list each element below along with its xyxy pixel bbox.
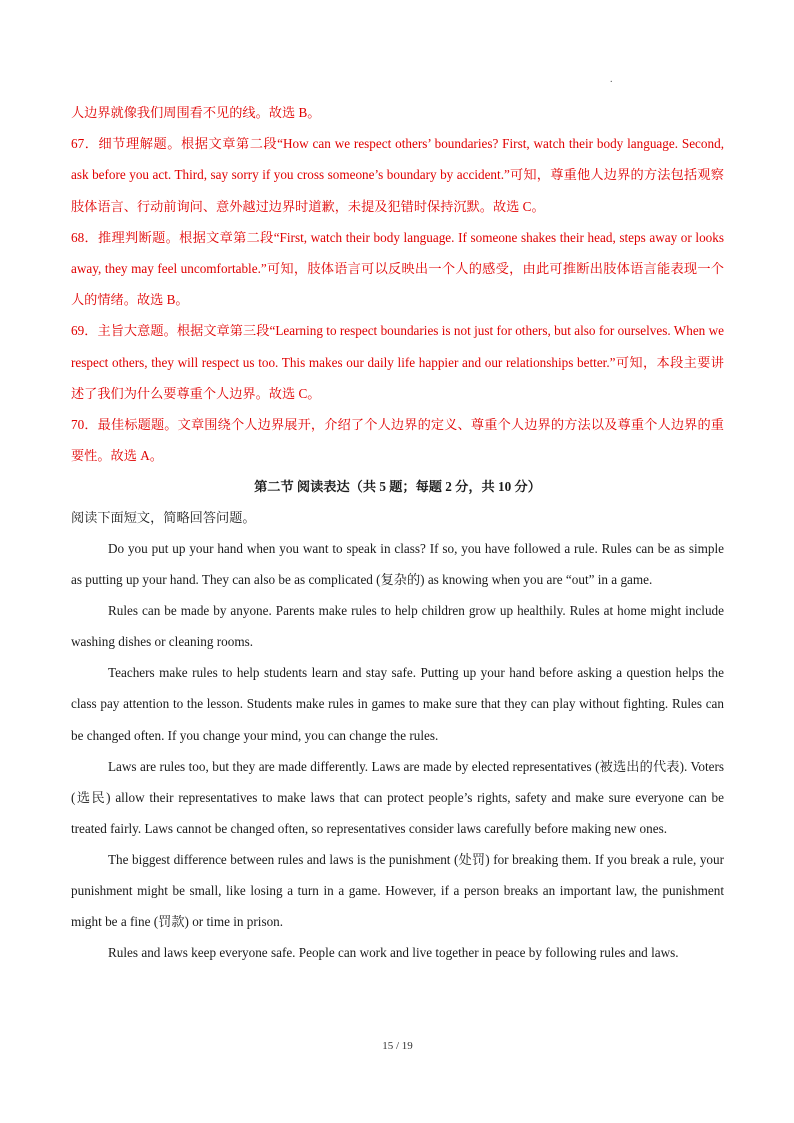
passage-paragraph: The biggest difference between rules and laws is the punishment (处罚) for breaking them. If you break a rule, your punishment might be small, like losing a turn in a game. However, if a person breaks an important law, the punishment might be a fine (罚款) or time in prison. <box>71 851 724 930</box>
answer-70: 70．最佳标题题。文章围绕个人边界展开，介绍了个人边界的定义、尊重个人边界的方法以及尊重个人边界的重要性。故选 A。 <box>71 417 724 464</box>
passage-paragraph: Rules and laws keep everyone safe. People can work and live together in peace by following rules and laws. <box>108 945 679 961</box>
answer-prev-tail: 人边界就像我们周围看不见的线。故选 B。 <box>71 105 321 120</box>
instruction: 阅读下面短文，简略回答问题。 <box>71 510 256 525</box>
section-title: 第二节 阅读表达（共 5 题；每题 2 分，共 10 分） <box>254 479 541 494</box>
reading-passage <box>71 533 724 968</box>
passage-paragraph: Laws are rules too, but they are made differently. Laws are made by elected representatives (被选出的代表). Voters (选民) allow their representatives to make laws that can protect people’s rights, safety and make sure everyone can be treated fairly. Laws cannot be changed often, so representatives consider laws carefully before making new ones. <box>71 758 724 836</box>
answer-67: 67．细节理解题。根据文章第二段“How can we respect others’ boundaries? First, watch their body language. Second, ask before you act. Third, say sorry if you cross someone’s boundary by accident.”可知，尊重他人边界的方法包括观察肢体语言、行动前询问、意外越过边界时道歉，未提及犯错时保持沉默。故选 C。 <box>71 136 724 214</box>
answer-69: 69．主旨大意题。根据文章第三段“Learning to respect boundaries is not just for others, but also for ourselves. When we respect others, they will respect us too. This makes our daily life happier and our relationships better.”可知，本段主要讲述了我们为什么要尊重个人边界。故选 C。 <box>71 323 724 401</box>
answer-68: 68．推理判断题。根据文章第二段“First, watch their body language. If someone shakes their head, steps away or looks away, they may feel uncomfortable.”可知，肢体语言可以反映出一个人的感受，由此可推断出肢体语言能表现一个人的情绪。故选 B。 <box>71 229 724 308</box>
page-number: 15 / 19 <box>382 1040 413 1052</box>
passage-paragraph: Do you put up your hand when you want to speak in class? If so, you have followed a rule. Rules can be as simple as putting up your hand. They can also be as complicated (复杂的) as knowing when you are “out” in a game. <box>71 541 724 588</box>
passage-paragraph: Rules can be made by anyone. Parents make rules to help children grow up healthily. Rules at home might include washing dishes or cleaning rooms. <box>71 603 724 650</box>
answer-explanations <box>71 97 724 471</box>
passage-paragraph: Teachers make rules to help students learn and stay safe. Putting up your hand before asking a question helps the class pay attention to the lesson. Students make rules in games to make sure that they can play without fighting. Rules can be changed often. If you change your mind, you can change the rules. <box>71 665 724 743</box>
stray-dot: . <box>610 74 613 85</box>
